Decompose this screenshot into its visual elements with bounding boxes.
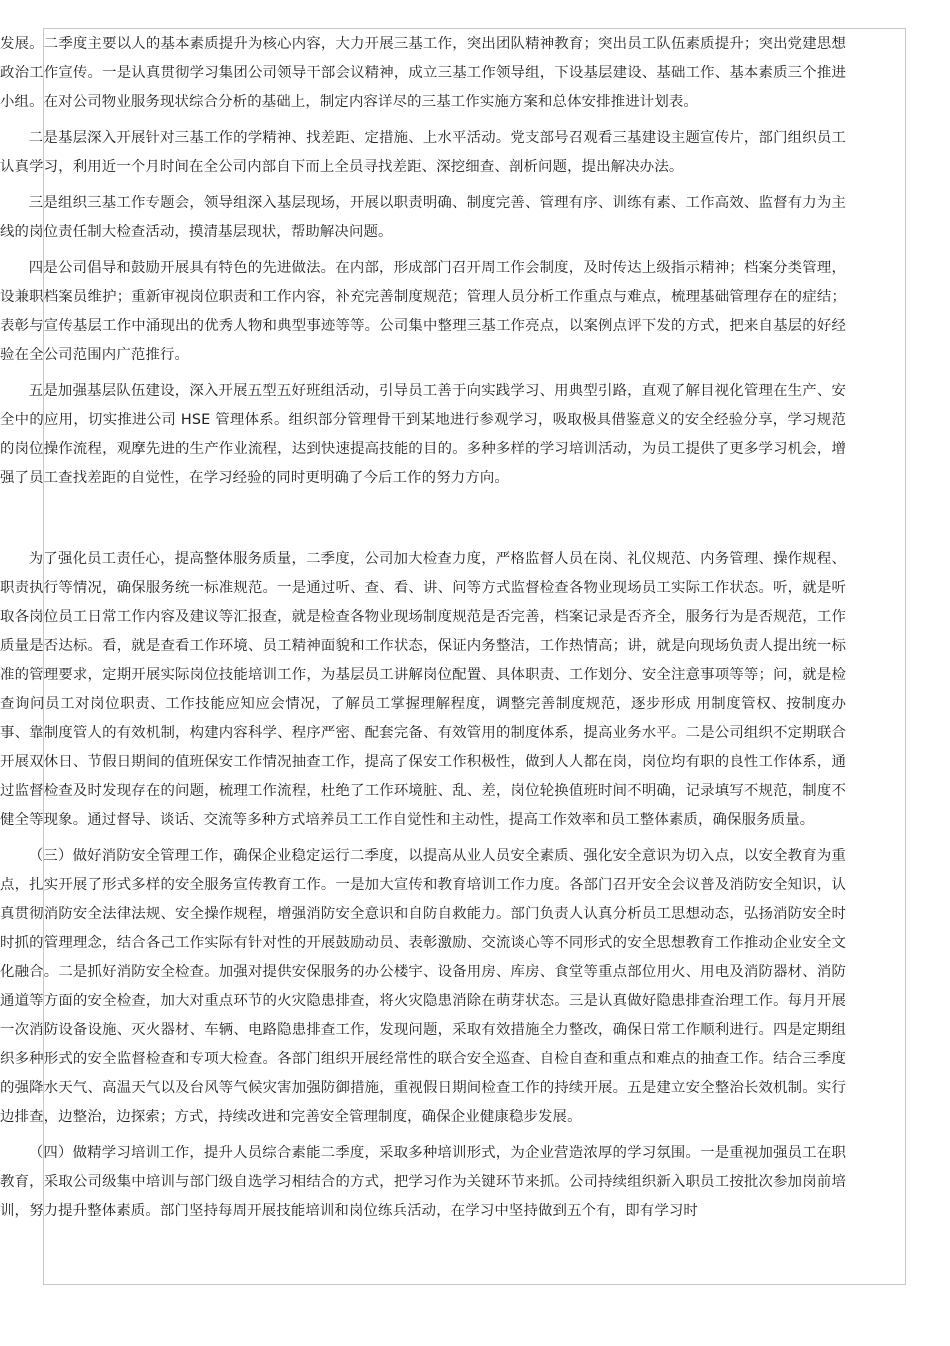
paragraph-item-2: 二是基层深入开展针对三基工作的学精神、找差距、定措施、上水平活动。党支部号召观看三基建设主题宣传片，部门组织员工认真学习，利用近一个月时间在全公司内部自下而上全员寻找差距、深挖细查、剖析问题，提出解决办法。 bbox=[0, 130, 846, 175]
document-body bbox=[0, 30, 846, 1233]
paragraph-intro: 发展。二季度主要以人的基本素质提升为核心内容，大力开展三基工作，突出团队精神教育；突出员工队伍素质提升；突出党建思想政治工作宣传。一是认真贯彻学习集团公司领导干部会议精神，成立三基工作领导组，下设基层建设、基础工作、基本素质三个推进小组。在对公司物业服务现状综合分析的基础上，制定内容详尽的三基工作实施方案和总体安排推进计划表。 bbox=[0, 36, 846, 110]
paragraph-fire-safety: （三）做好消防安全管理工作，确保企业稳定运行二季度，以提高从业人员安全素质、强化安全意识为切入点，以安全教育为重点，扎实开展了形式多样的安全服务宣传教育工作。一是加大宣传和教育培训工作力度。各部门召开安全会议普及消防安全知识，认真贯彻消防安全法律法规、安全操作规程，增强消防安全意识和自防自救能力。部门负责人认真分析员工思想动态，弘扬消防安全时时抓的管理理念，结合各己工作实际有针对性的开展鼓励动员、表彰激励、交流谈心等不同形式的安全思想教育工作推动企业安全文化融合。二是抓好消防安全检查。加强对提供安保服务的办公楼宇、设备用房、库房、食堂等重点部位用火、用电及消防器材、消防通道等方面的安全检查，加大对重点环节的火灾隐患排查，将火灾隐患消除在萌芽状态。三是认真做好隐患排查治理工作。每月开展一次消防设备设施、灭火器材、车辆、电路隐患排查工作，发现问题，采取有效措施全力整改，确保日常工作顺利进行。四是定期组织多种形式的安全监督检查和专项大检查。各部门组织开展经常性的联合安全巡查、自检自查和重点和难点的抽查工作。结合三季度的强降水天气、高温天气以及台风等气候灾害加强防御措施，重视假日期间检查工作的持续开展。五是建立安全整治长效机制。实行边排查，边整治，边探索；方式，持续改进和完善安全管理制度，确保企业健康稳步发展。 bbox=[0, 848, 846, 1125]
paragraph-item-5: 五是加强基层队伍建设，深入开展五型五好班组活动，引导员工善于向实践学习、用典型引路，直观了解目视化管理在生产、安全中的应用，切实推进公司 HSE 管理体系。组织部分管理骨干到某地进行参观学习，吸取极具借鉴意义的安全经验分享，学习规范的岗位操作流程，观摩先进的生产作业流程，达到快速提高技能的目的。多种多样的学习培训活动，为员工提供了更多学习机会，增强了员工查找差距的自觉性，在学习经验的同时更明确了今后工作的努力方向。 bbox=[0, 383, 846, 486]
paragraph-item-4: 四是公司倡导和鼓励开展具有特色的先进做法。在内部，形成部门召开周工作会制度，及时传达上级指示精神；档案分类管理，设兼职档案员维护；重新审视岗位职责和工作内容，补充完善制度规范；管理人员分析工作重点与难点，梳理基础管理存在的症结；表彰与宣传基层工作中涌现出的优秀人物和典型事迹等等。公司集中整理三基工作亮点，以案例点评下发的方式，把来自基层的好经验在全公司范围内广范推行。 bbox=[0, 260, 846, 363]
paragraph-training: （四）做精学习培训工作，提升人员综合素能二季度，采取多种培训形式，为企业营造浓厚的学习氛围。一是重视加强员工在职教育，采取公司级集中培训与部门级自选学习相结合的方式，把学习作为关键环节来抓。公司持续组织新入职员工按批次参加岗前培训，努力提升整体素质。部门坚持每周开展技能培训和岗位练兵活动，在学习中坚持做到五个有，即有学习时 bbox=[0, 1145, 846, 1219]
paragraph-inspection: 为了强化员工责任心，提高整体服务质量，二季度，公司加大检查力度，严格监督人员在岗、礼仪规范、内务管理、操作规程、职责执行等情况，确保服务统一标准规范。一是通过听、查、看、讲、问等方式监督检查各物业现场员工实际工作状态。听，就是听取各岗位员工日常工作内容及建议等汇报查，就是检查各物业现场制度规范是否完善，档案记录是否齐全，服务行为是否规范，工作质量是否达标。看，就是查看工作环境、员工精神面貌和工作状态，保证内务整洁，工作热情高；讲，就是向现场负责人提出统一标准的管理要求，定期开展实际岗位技能培训工作，为基层员工讲解岗位配置、具体职责、工作划分、安全注意事项等等；问，就是检查询问员工对岗位职责、工作技能应知应会情况，了解员工掌握理解程度，调整完善制度规范，逐步形成 用制度管权、按制度办事、靠制度管人的有效机制，构建内容科学、程序严密、配套完备、有效管用的制度体系，提高业务水平。二是公司组织不定期联合开展双休日、节假日期间的值班保安工作情况抽查工作，提高了保安工作积极性，做到人人都在岗，岗位均有职的良性工作体系，通过监督检查及时发现存在的问题，梳理工作流程，杜绝了工作环境脏、乱、差，岗位轮换值班时间不明确，记录填写不规范，制度不健全等现象。通过督导、谈话、交流等多种方式培养员工工作自觉性和主动性，提高工作效率和员工整体素质，确保服务质量。 bbox=[0, 551, 846, 828]
paragraph-item-3: 三是组织三基工作专题会，领导组深入基层现场，开展以职责明确、制度完善、管理有序、训练有素、工作高效、监督有力为主线的岗位责任制大检查活动，摸清基层现状，帮助解决问题。 bbox=[0, 195, 846, 240]
